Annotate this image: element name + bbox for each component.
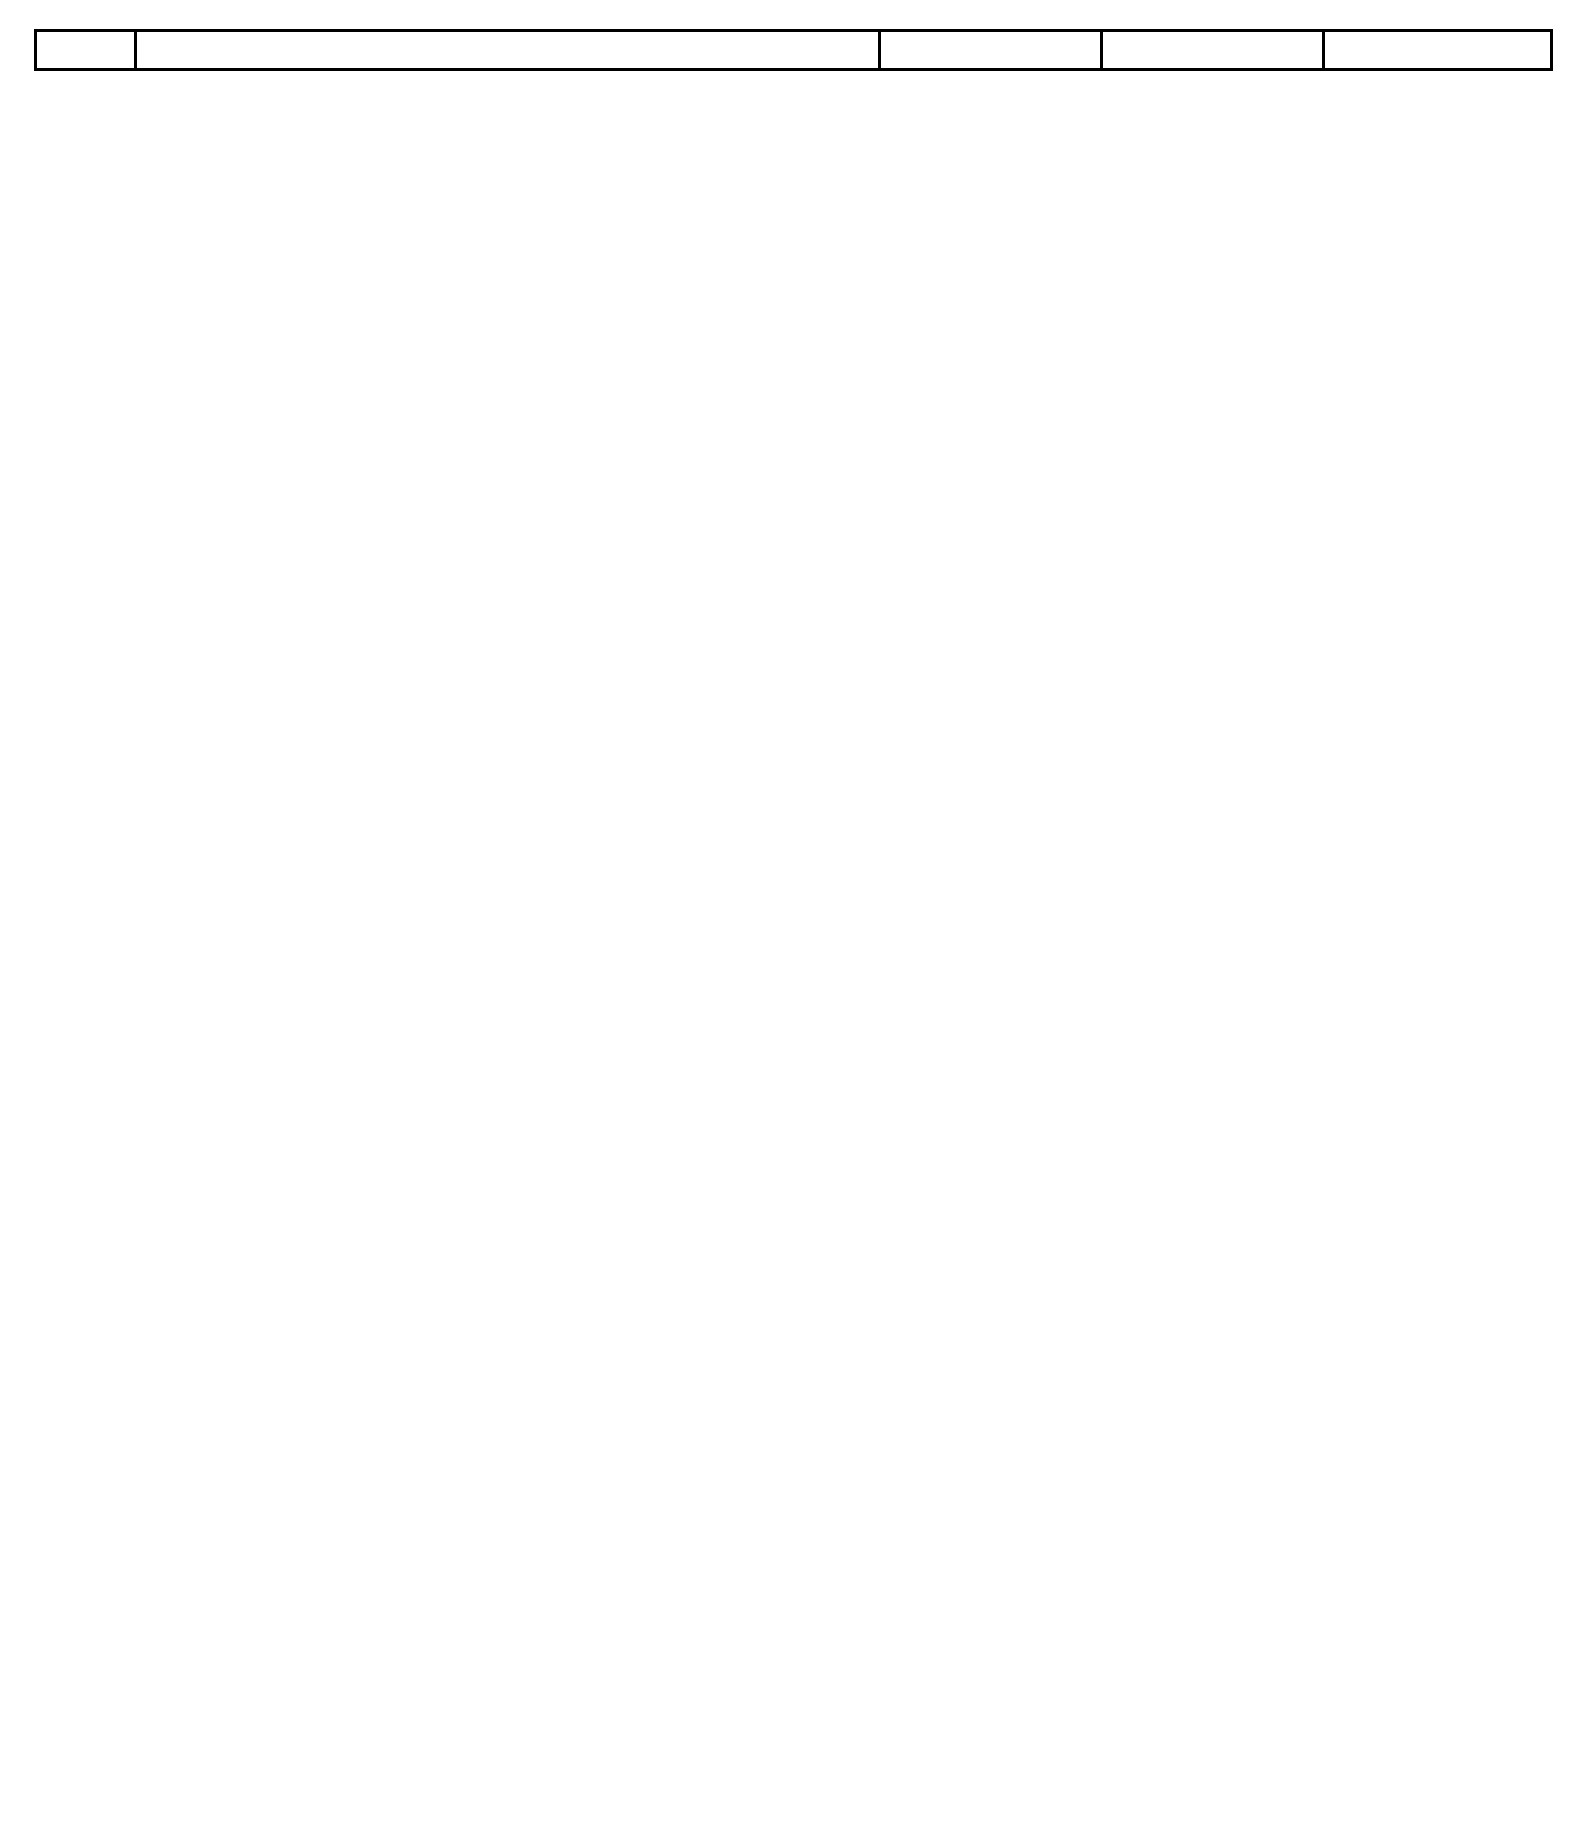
header-row <box>36 31 1552 70</box>
header-step <box>36 31 136 70</box>
header-action <box>136 31 880 70</box>
header-yes <box>1102 31 1324 70</box>
header-values <box>880 31 1102 70</box>
header-no <box>1324 31 1552 70</box>
diagnostic-table <box>34 29 1553 71</box>
